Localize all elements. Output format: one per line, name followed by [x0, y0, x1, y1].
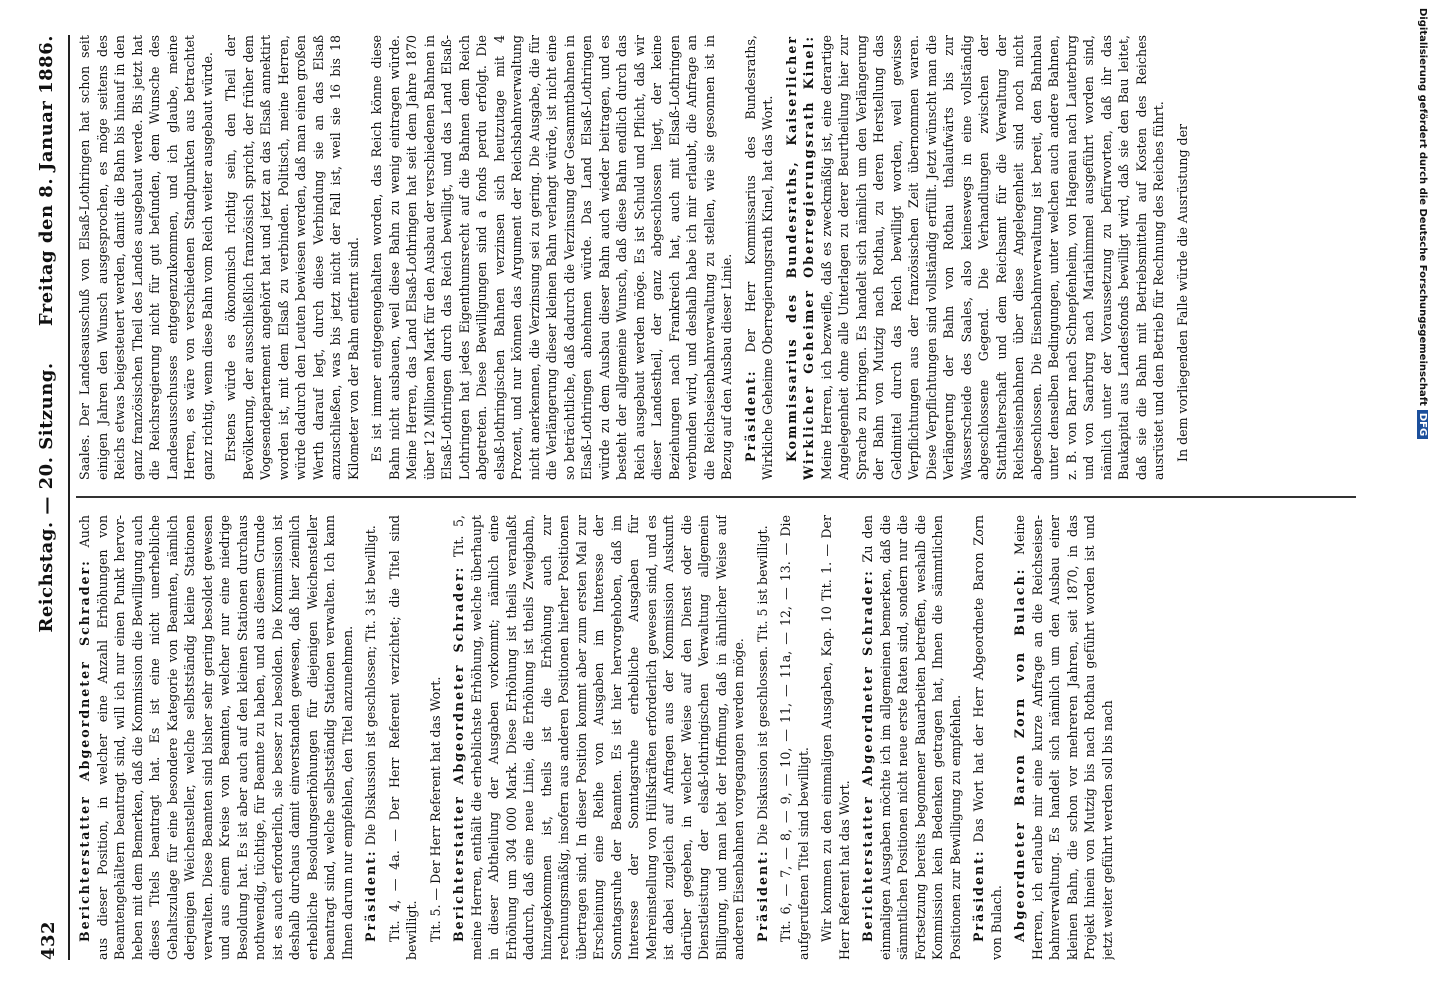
paragraph	[1174, 35, 1192, 480]
right-column	[76, 35, 1356, 480]
speaker: Präsident:	[971, 849, 986, 942]
paragraph	[777, 515, 812, 960]
paragraph	[1011, 515, 1116, 960]
paragraph-text: Tit. 6, — 7, — 8, — 9, — 10, — 11, — 11a, — 12, — 13. — Die aufgerufenen Titel sind bewilligt.	[778, 515, 811, 960]
header-rule	[68, 35, 70, 960]
speaker: Präsident:	[742, 369, 758, 462]
left-column	[76, 515, 1356, 960]
paragraph	[368, 35, 736, 480]
paragraph-text: Erstens würde es ökonomisch richtig sein, den Theil der Bevölkerung, der ausschließlich französisch spricht, der früher dem Vogesendepartement angehört hat und jetzt an das Elsaß annektirt worden ist, mit dem Elsaß zu verbinden. Politisch, meine Herren, würde dadurch den Leuten bewiesen werden, daß man einen großen Werth darauf legt, durch diese Verbindung sie an das Elsaß anzuschließen, was bis jetzt nicht der Fall ist, weil sie 16 bis 18 Kilometer von der Bahn entfernt sind.	[223, 35, 361, 480]
paragraph-text: Tit. 4, — 4a. — Der Herr Referent verzichtet; die Titel sind bewilligt.	[386, 515, 419, 960]
paragraph-text: Tit. 5, meine Herren, enthält die erheblichste Erhöhung, welche überhaupt in dieser Abtheilung der Ausgaben vorkommt; nämlich eine Erhöhung um 304 000 Mark. Diese Erhöhung ist theils veranlaßt dadurch, daß eine neue Linie, die Erhöhung ist theils Zweigbahn, hinzugekommen ist, theils ist die Erhöhung auch zur rechnungsmäßig, insofern aus anderen Positionen hierher Positionen übertragen sind. In dieser Position kommt aber zum ersten Mal zur Erscheinung eine Reihe von Ausgaben im Interesse der Sonntagsruhe der Beamten. Es ist hier hervorgehoben, daß im Interesse der Sonntagsruhe erhebliche Ausgaben für Mehreinstellung von Hülfskräften erforderlich gewesen sind, und es ist dabei zugleich auf Anfragen aus der Kommission Auskunft darüber gegeben, in welcher Weise auf den Dienst oder die Dienstleistung der elsaß-lothringischen Verwaltung allgemein Billigung, und man lebt der Hoffnung, daß in ähnlicher Weise auf anderen Eisenbahnen vorgegangen werden möge.	[451, 515, 746, 960]
speaker: Berichterstatter Abgeordneter Schrader:	[451, 565, 466, 942]
paragraph-text: Meine Herren, ich erlaube mir eine kurze Anfrage an die Reichseisenbahnverwaltung. Es handelt sich nämlich um den Ausbau einer kleinen Bahn, die schon vor mehreren Jahren, seit 1870, in das Projekt hinein von Mutzig bis nach Rothau geführt worden ist und jetzt weiter geführt werden soll bis nach	[1012, 515, 1115, 960]
paragraph-text: Wir kommen zu den einmaligen Ausgaben, Kap. 10 Tit. 1. — Der Herr Referent hat das Wort.	[819, 515, 852, 960]
page	[30, 35, 1370, 960]
paragraph	[754, 515, 772, 960]
paragraph	[76, 515, 356, 960]
paragraph	[970, 515, 1005, 960]
speaker: Berichterstatter Abgeordneter Schrader:	[77, 559, 92, 942]
paragraph-text: Die Diskussion ist geschlossen; Tit. 3 ist bewilligt.	[363, 525, 378, 846]
speaker: Präsident:	[363, 849, 378, 942]
paragraph-text: Zu den einmaligen Ausgaben möchte ich im allgemeinen bemerken, daß die sämmtlichen Positionen nicht neue erste Raten sind, sondern nur die Fortsetzung bereits begonnener Bauarbeiten betreffen, weshalb die Kommission kein Bedenken getragen hat, Ihnen die sämmtlichen Positionen zur Bewilligung zu empfehlen.	[860, 515, 963, 960]
paragraph-text: Es ist immer entgegengehalten worden, das Reich könne diese Bahn nicht ausbauen, weil diese Bahn zu wenig eintragen würde. Meine Herren, das Land Elsaß-Lothringen hat seit dem Jahre 1870 über 12 Millionen Mark für den Ausbau der verschiedenen Bahnen in Elsaß-Lothringen durch das Reich bewilligt, und das Land Elsaß-Lothringen hat jedes Eigenthumsrecht auf die Bahnen dem Reich abgetreten. Diese Bewilligungen sind a fonds perdu erfolgt. Die elsaß-lothringischen Bahnen verzinsen sich heutzutage mit 4 Prozent, und nur können das Argument der Reichsbahnverwaltung nicht anerkennen, die Verzinsung sei zu gering. Die Ausgabe, die für die Verlängerung dieser kleinen Bahn verlangt würde, ist nicht eine so beträchtliche, daß dadurch die Verzinsung der Gesammtbahnen in Elsaß-Lothringen abnehmen würde. Das Land Elsaß-Lothringen würde zu dem Ausbau dieser Bahn auch wieder beitragen, und es besteht der allgemeine Wunsch, daß diese Bahn endlich durch das Reich ausgebaut werden möge. Es ist Schuld und Pflicht, daß wir dieser Landestheil, der ganz abgeschlossen liegt, der keine Beziehungen nach Frankreich hat, auch mit Elsaß-Lothringen verbunden wird, und deshalb habe ich mir erlaubt, die Anfrage an die Reichseisenbahnverwaltung zu stellen, wie sie gesonnen ist in Bezug auf den Ausbau dieser Linie.	[369, 35, 734, 480]
paragraph-text: Der Herr Kommissarius des Bundesraths, Wirkliche Geheime Oberregierungsrath Kinel, hat das Wort.	[742, 35, 775, 480]
header-title: Reichstag. — 20. Sitzung.	[36, 362, 57, 633]
paragraph-text: Saales. Der Landesausschuß von Elsaß-Lothringen hat schon seit einigen Jahren den Wunsch ausgesprochen, es möge seitens des Reichs etwas beigesteuert werden, damit die Bahn bis hinauf in den ganz französischen Theil des Landes ausgebaut werde. Bis jetzt hat die Reichsregierung nicht für gut befunden, dem Wunsche des Landesausschusses entgegenzukommen, und ich glaube, meine Herren, es wäre von verschiedenen Standpunkten aus betrachtet ganz richtig, wenn diese Bahn vom Reich weiter ausgebaut würde.	[77, 35, 215, 480]
speaker: Präsident:	[754, 849, 770, 942]
paragraph	[427, 515, 445, 960]
paragraph-text: Die Diskussion ist geschlossen. Tit. 5 ist bewilligt.	[754, 525, 770, 846]
speaker: Kommissarius des Bundesraths, Kaiserlicher Wirklicher Geheimer Oberregierungsrath Kinel:	[783, 35, 816, 480]
paragraph	[386, 515, 421, 960]
funding-note: Digitalisierung gefördert durch die Deutsche Forschungsgemeinschaft	[1417, 8, 1428, 406]
column-separator	[76, 497, 1356, 499]
dfg-logo: DFG	[1417, 410, 1428, 439]
digitization-note-text	[1414, 8, 1428, 992]
header-date: Freitag den 8. Januar 1886.	[36, 35, 57, 327]
paragraph	[222, 35, 362, 480]
paragraph	[76, 35, 216, 480]
paragraph	[818, 515, 853, 960]
paragraph	[742, 35, 777, 480]
paragraph-text: Das Wort hat der Herr Abgeordnete Baron Zorn von Bulach.	[971, 515, 1004, 960]
paragraph	[783, 35, 1168, 480]
paragraph	[859, 515, 964, 960]
speaker: Abgeordneter Baron Zorn von Bulach:	[1012, 567, 1027, 942]
paragraph	[450, 515, 748, 960]
paragraph-text: In dem vorliegenden Falle würde die Ausrüstung der	[1174, 123, 1190, 462]
paragraph-text: Tit. 5. — Der Herr Referent hat das Wort.	[427, 676, 443, 942]
digitization-note	[1414, 8, 1428, 992]
page-header	[30, 35, 66, 960]
paragraph-text: Meine Herren, ich bezweifle, daß es zweckmäßig ist, eine derartige Angelegenheit ohne alle Unterlagen zu derer Beurtheilung hier zur Sprache zu bringen. Es handelt sich nämlich um den Verlängerung der Bahn von Mutzig nach Rothau, zu deren Herstellung das Geldmittel durch das Reich bewilligt worden, weil gewisse Verpflichtungen aus der französischen Zeit übernommen waren. Diese Verpflichtungen sind vollständig erfüllt. Jetzt wünscht man die Verlängerung der Bahn von Rothau thalaufwärts bis zur Wasserscheide des Saales, also keineswegs in eine vollständig abgeschlossene Gegend. Die Verhandlungen zwischen der Statthalterschaft und dem Reichsamt für die Verwaltung der Reichseisenbahnen über diese Angelegenheit sind noch nicht abgeschlossen. Die Eisenbahnverwaltung ist bereit, den Bahnbau unter denselben Bedingungen, unter welchen auch andere Bahnen, z. B. von Barr nach Schnepfenheim, von Hagenau nach Lauterburg und von Saarburg nach Mariahimmel ausgeführt worden sind, nämlich unter der Voraussetzung zu befürworten, daß ihr das Baukapital aus Landesfonds bewilligt wird, daß sie den Bau leitet, daß sie die Bahn mit Betriebsmitteln auf Kosten des Reiches ausrüstet und den Betrieb für Rechnung des Reiches führt.	[818, 35, 1166, 480]
page-number: 432	[38, 920, 59, 960]
speaker: Berichterstatter Abgeordneter Schrader:	[860, 569, 875, 942]
paragraph-text: Auch aus dieser Position, in welcher eine Anzahl Erhöhungen von Beamtengehältern beantragt sind, will ich nur einen Punkt hervorheben mit dem Bemerken, daß die Kommission die Bewilligung auch dieses Titels beantragt hat. Es ist eine nicht unerhebliche Gehaltszulage für eine besondere Kategorie von Beamten, nämlich derjenigen Weichensteller, welche selbstständig kleine Stationen verwalten. Diese Beamten sind bisher sehr gering besoldet gewesen und aus einem Kreise von Beamten, welcher nur eine niedrige Besoldung hat. Es ist aber auch auf den kleinen Stationen durchaus nothwendig, tüchtige, für Beamte zu haben, und aus diesem Grunde ist es auch erforderlich, sie besser zu besolden. Die Kommission ist deshalb durchaus damit einverstanden gewesen, daß hier ziemlich erhebliche Besoldungserhöhungen für diejenigen Weichensteller beantragt sind, welche selbstständig Stationen verwalten. Ich kann Ihnen darum nur empfehlen, den Titel anzunehmen.	[77, 515, 355, 960]
paragraph	[362, 515, 380, 960]
